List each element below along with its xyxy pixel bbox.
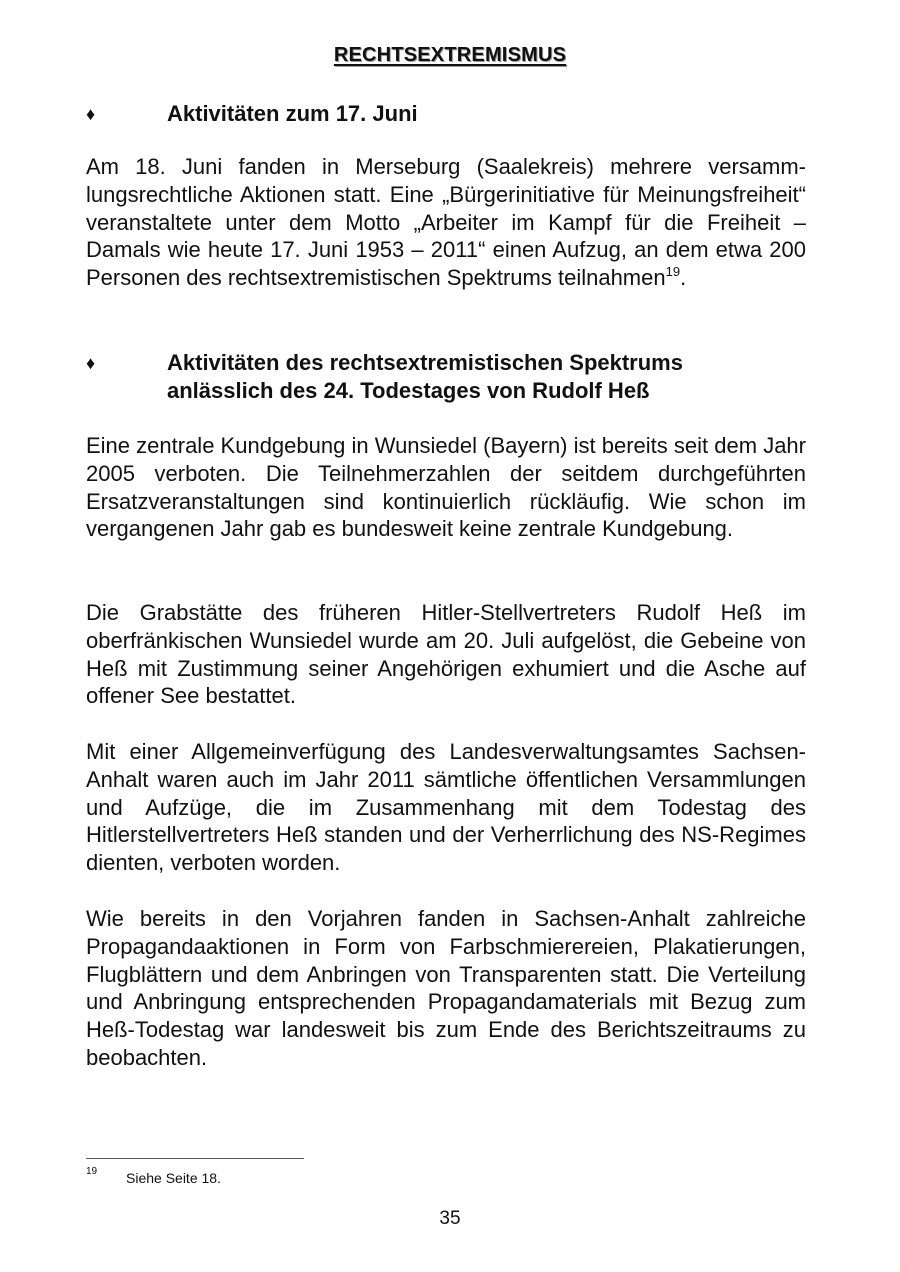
paragraph-propagandaaktionen: Wie bereits in den Vorjahren fanden in Sachsen-Anhalt zahlreiche Propagandaaktionen in Form von Farbschmierereien, Plakatierungen, Flugblättern und dem Anbringen von Transparenten statt. Die Verteilung und Anbringung entsprechenden Propagandamaterials mit Bezug zum Heß-Todestag war landesweit bis zum Ende des Berichtszeitraums zu beobachten. <box>86 906 806 1070</box>
diamond-bullet-icon: ♦ <box>86 353 96 373</box>
paragraph-allgemeinverfuegung: Mit einer Allgemeinverfügung des Landesverwaltungsamtes Sachsen-Anhalt waren auch im Jahr 2011 sämtliche öffentlichen Versammlungen und Aufzüge, die im Zusammenhang mit dem Todestag des Hitlerstellvertreters Heß standen und der Verherrlichung des NS-Regimes dienten, verboten worden. <box>86 739 806 876</box>
section-heading-hess <box>86 349 806 405</box>
section-heading-text: Aktivitäten zum 17. Juni <box>167 101 418 126</box>
paragraph-merseburg <box>86 153 806 292</box>
section-heading-line-2: anlässlich des 24. Todestages von Rudolf Heß <box>167 378 650 403</box>
paragraph-grabstaette: Die Grabstätte des früheren Hitler-Stellvertreters Rudolf Heß im oberfränkischen Wunsiedel wurde am 20. Juli aufgelöst, die Gebeine von Heß mit Zustimmung seiner Angehörigen exhumiert und die Asche auf offener See bestattet. <box>86 600 806 709</box>
footnote-reference: 19 <box>665 264 681 280</box>
footnote-number: 19 <box>86 1166 98 1177</box>
paragraph-wunsiedel-kundgebung: Eine zentrale Kundgebung in Wunsiedel (Bayern) ist bereits seit dem Jahr 2005 verboten. Die Teilnehmerzahlen der seitdem durchgeführten Ersatzveranstaltungen sind kontinuierlich rückläufig. Wie schon im vergangenen Jahr gab es bundesweit keine zentrale Kundgebung. <box>86 433 806 542</box>
footnote-text: Siehe Seite 18. <box>126 1170 221 1186</box>
section-heading-17-juni <box>86 100 806 128</box>
diamond-bullet-icon: ♦ <box>86 104 96 124</box>
footnote-separator <box>86 1158 304 1159</box>
page-number: 35 <box>439 1208 461 1229</box>
page-title: RECHTSEXTREMISMUS <box>333 44 567 66</box>
section-heading-line-1: Aktivitäten des rechtsextremistischen Spektrums <box>167 350 683 375</box>
paragraph-tail: . <box>680 265 687 291</box>
paragraph-text: Am 18. Juni fanden in Merseburg (Saalekreis) mehrere versammlungsrechtliche Aktionen statt. Eine „Bürgerinitiative für Meinungsfreiheit“ veranstaltete unter dem Motto „Arbeiter im Kampf für die Freiheit – Damals wie heute 17. Juni 1953 – 2011“ einen Aufzug, an dem etwa 200 Personen des rechtsextremistischen Spektrums teilnahmen <box>86 154 806 291</box>
